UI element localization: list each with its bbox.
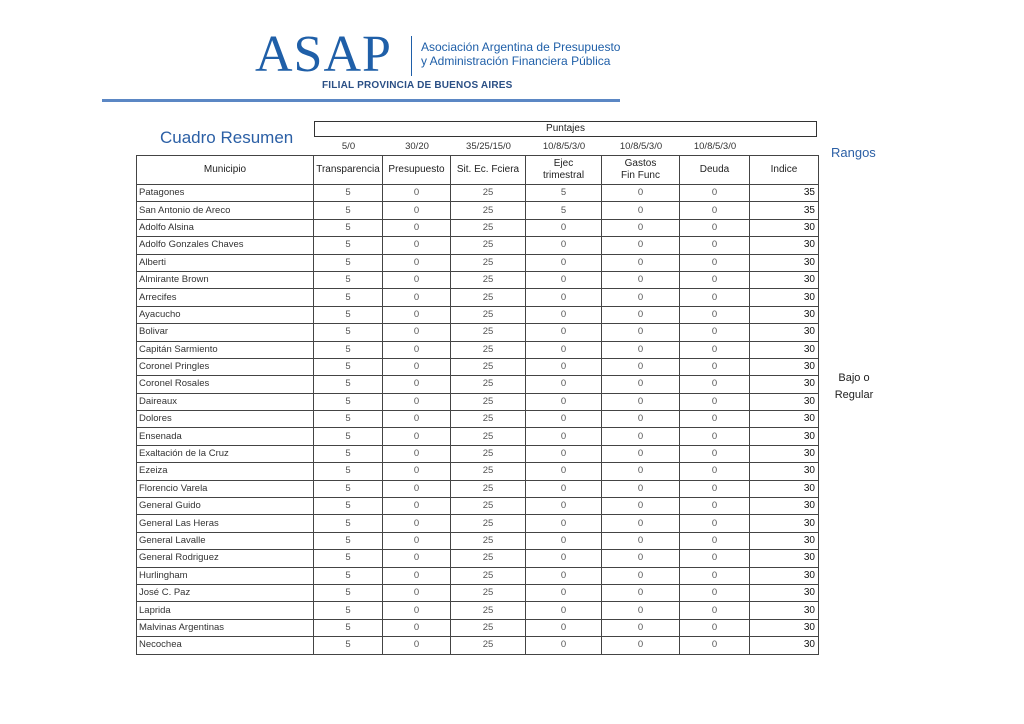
cell-deuda: 0 — [680, 619, 750, 636]
cell-transparencia: 5 — [314, 289, 383, 306]
cell-gastos: 0 — [602, 515, 680, 532]
cell-deuda: 0 — [680, 271, 750, 288]
cell-gastos: 0 — [602, 237, 680, 254]
cell-deuda: 0 — [680, 376, 750, 393]
cell-transparencia: 5 — [314, 498, 383, 515]
range-bucket-line2: Regular — [834, 389, 874, 401]
organization-name-line2: y Administración Financiera Pública — [421, 54, 611, 68]
cell-deuda: 0 — [680, 202, 750, 219]
cell-indice: 30 — [750, 324, 819, 341]
cell-indice: 30 — [750, 237, 819, 254]
cell-deuda: 0 — [680, 515, 750, 532]
cell-gastos: 0 — [602, 219, 680, 236]
table-row — [137, 637, 819, 654]
cell-ejec: 0 — [526, 237, 602, 254]
cell-municipio: Adolfo Gonzales Chaves — [137, 237, 314, 254]
cell-transparencia: 5 — [314, 393, 383, 410]
cell-indice: 30 — [750, 271, 819, 288]
cell-ejec: 0 — [526, 254, 602, 271]
cell-indice: 30 — [750, 584, 819, 601]
cell-presupuesto: 0 — [383, 254, 451, 271]
cell-municipio: Hurlingham — [137, 567, 314, 584]
cell-transparencia: 5 — [314, 358, 383, 375]
cell-deuda: 0 — [680, 237, 750, 254]
score-weights-row — [314, 140, 817, 154]
cell-deuda: 0 — [680, 289, 750, 306]
cell-sit-ec: 25 — [451, 515, 526, 532]
cell-municipio: Almirante Brown — [137, 271, 314, 288]
cell-ejec: 0 — [526, 341, 602, 358]
page-title: Cuadro Resumen — [160, 128, 294, 147]
cell-ejec: 0 — [526, 550, 602, 567]
cell-deuda: 0 — [680, 393, 750, 410]
cell-transparencia: 5 — [314, 324, 383, 341]
cell-deuda: 0 — [680, 463, 750, 480]
cell-indice: 30 — [750, 619, 819, 636]
cell-indice: 30 — [750, 463, 819, 480]
cell-ejec: 0 — [526, 411, 602, 428]
cell-gastos: 0 — [602, 602, 680, 619]
cell-gastos: 0 — [602, 306, 680, 323]
cell-deuda: 0 — [680, 428, 750, 445]
cell-sit-ec: 25 — [451, 619, 526, 636]
cell-deuda: 0 — [680, 480, 750, 497]
table-row — [137, 515, 819, 532]
cell-gastos: 0 — [602, 584, 680, 601]
cell-presupuesto: 0 — [383, 463, 451, 480]
cell-transparencia: 5 — [314, 637, 383, 654]
cell-municipio: San Antonio de Areco — [137, 202, 314, 219]
cell-sit-ec: 25 — [451, 271, 526, 288]
cell-gastos: 0 — [602, 376, 680, 393]
cell-municipio: Arrecifes — [137, 289, 314, 306]
table-header-row — [137, 156, 819, 185]
cell-presupuesto: 0 — [383, 202, 451, 219]
cell-municipio: Alberti — [137, 254, 314, 271]
cell-municipio: Adolfo Alsina — [137, 219, 314, 236]
cell-ejec: 0 — [526, 445, 602, 462]
table-row — [137, 358, 819, 375]
cell-indice: 30 — [750, 532, 819, 549]
cell-municipio: General Lavalle — [137, 532, 314, 549]
cell-indice: 30 — [750, 428, 819, 445]
cell-ejec: 0 — [526, 532, 602, 549]
logo-divider — [411, 36, 412, 76]
filial-label: FILIAL PROVINCIA DE BUENOS AIRES — [322, 80, 513, 91]
column-header-ejec — [526, 156, 602, 185]
cell-presupuesto: 0 — [383, 237, 451, 254]
cell-ejec: 0 — [526, 428, 602, 445]
cell-sit-ec: 25 — [451, 602, 526, 619]
cell-deuda: 0 — [680, 498, 750, 515]
cell-municipio: Ezeiza — [137, 463, 314, 480]
cell-ejec: 0 — [526, 271, 602, 288]
cell-municipio: General Rodriguez — [137, 550, 314, 567]
cell-sit-ec: 25 — [451, 480, 526, 497]
cell-sit-ec: 25 — [451, 411, 526, 428]
column-header-gastos-line2: Fin Func — [621, 170, 660, 181]
table-row — [137, 445, 819, 462]
cell-indice: 30 — [750, 411, 819, 428]
cell-sit-ec: 25 — [451, 202, 526, 219]
weight-deuda: 10/8/5/3/0 — [693, 141, 737, 152]
table-row — [137, 567, 819, 584]
cell-presupuesto: 0 — [383, 445, 451, 462]
cell-ejec: 0 — [526, 567, 602, 584]
table-row — [137, 219, 819, 236]
cell-presupuesto: 0 — [383, 289, 451, 306]
cell-gastos: 0 — [602, 271, 680, 288]
cell-sit-ec: 25 — [451, 550, 526, 567]
cell-indice: 30 — [750, 515, 819, 532]
cell-municipio: General Las Heras — [137, 515, 314, 532]
cell-municipio: Ensenada — [137, 428, 314, 445]
cell-municipio: Laprida — [137, 602, 314, 619]
cell-ejec: 0 — [526, 480, 602, 497]
cell-presupuesto: 0 — [383, 498, 451, 515]
cell-presupuesto: 0 — [383, 637, 451, 654]
cell-indice: 30 — [750, 567, 819, 584]
cell-deuda: 0 — [680, 445, 750, 462]
cell-transparencia: 5 — [314, 480, 383, 497]
cell-indice: 30 — [750, 341, 819, 358]
column-header-gastos — [602, 156, 680, 185]
cell-sit-ec: 25 — [451, 584, 526, 601]
cell-deuda: 0 — [680, 411, 750, 428]
weight-gastos: 10/8/5/3/0 — [619, 141, 663, 152]
cell-sit-ec: 25 — [451, 289, 526, 306]
cell-indice: 35 — [750, 185, 819, 202]
weight-presupuesto: 30/20 — [405, 141, 429, 152]
cell-gastos: 0 — [602, 480, 680, 497]
cell-gastos: 0 — [602, 445, 680, 462]
cell-indice: 30 — [750, 445, 819, 462]
cell-transparencia: 5 — [314, 376, 383, 393]
table-row — [137, 393, 819, 410]
cell-transparencia: 5 — [314, 532, 383, 549]
table-row — [137, 341, 819, 358]
cell-ejec: 5 — [526, 185, 602, 202]
cell-sit-ec: 25 — [451, 393, 526, 410]
cell-presupuesto: 0 — [383, 219, 451, 236]
cell-ejec: 0 — [526, 376, 602, 393]
cell-ejec: 0 — [526, 463, 602, 480]
cell-indice: 30 — [750, 219, 819, 236]
cell-gastos: 0 — [602, 393, 680, 410]
cell-transparencia: 5 — [314, 202, 383, 219]
cell-presupuesto: 0 — [383, 341, 451, 358]
cell-transparencia: 5 — [314, 463, 383, 480]
cell-sit-ec: 25 — [451, 185, 526, 202]
cell-municipio: General Guido — [137, 498, 314, 515]
cell-indice: 30 — [750, 498, 819, 515]
cell-sit-ec: 25 — [451, 428, 526, 445]
column-header-indice: Indice — [750, 156, 819, 185]
cell-presupuesto: 0 — [383, 480, 451, 497]
cell-sit-ec: 25 — [451, 567, 526, 584]
cell-transparencia: 5 — [314, 254, 383, 271]
cell-sit-ec: 25 — [451, 306, 526, 323]
table-row — [137, 306, 819, 323]
table-row — [137, 376, 819, 393]
cell-deuda: 0 — [680, 254, 750, 271]
table-row — [137, 550, 819, 567]
cell-ejec: 0 — [526, 289, 602, 306]
cell-ejec: 0 — [526, 219, 602, 236]
cell-gastos: 0 — [602, 324, 680, 341]
cell-transparencia: 5 — [314, 428, 383, 445]
cell-municipio: Exaltación de la Cruz — [137, 445, 314, 462]
table-body — [137, 185, 819, 655]
cell-deuda: 0 — [680, 532, 750, 549]
cell-sit-ec: 25 — [451, 324, 526, 341]
cell-transparencia: 5 — [314, 619, 383, 636]
cell-presupuesto: 0 — [383, 550, 451, 567]
cell-gastos: 0 — [602, 289, 680, 306]
cell-ejec: 0 — [526, 306, 602, 323]
cell-gastos: 0 — [602, 202, 680, 219]
logo-wordmark: ASAP — [255, 26, 392, 83]
cell-sit-ec: 25 — [451, 358, 526, 375]
table-row — [137, 619, 819, 636]
weight-ejec: 10/8/5/3/0 — [542, 141, 586, 152]
column-header-ejec-line1: Ejec — [553, 158, 574, 169]
cell-indice: 30 — [750, 306, 819, 323]
cell-deuda: 0 — [680, 637, 750, 654]
cell-indice: 30 — [750, 393, 819, 410]
cell-gastos: 0 — [602, 254, 680, 271]
cell-transparencia: 5 — [314, 341, 383, 358]
cell-presupuesto: 0 — [383, 411, 451, 428]
cell-deuda: 0 — [680, 602, 750, 619]
cell-sit-ec: 25 — [451, 532, 526, 549]
column-header-gastos-line1: Gastos — [624, 158, 657, 169]
cell-ejec: 0 — [526, 324, 602, 341]
cell-presupuesto: 0 — [383, 602, 451, 619]
cell-gastos: 0 — [602, 428, 680, 445]
table-row — [137, 237, 819, 254]
ranges-heading: Rangos — [831, 145, 876, 160]
summary-table — [136, 155, 819, 655]
cell-transparencia: 5 — [314, 602, 383, 619]
cell-gastos: 0 — [602, 532, 680, 549]
cell-deuda: 0 — [680, 324, 750, 341]
weight-sit-ec: 35/25/15/0 — [466, 141, 511, 152]
cell-indice: 30 — [750, 550, 819, 567]
range-bucket-line1: Bajo o — [838, 372, 870, 384]
cell-ejec: 0 — [526, 358, 602, 375]
cell-municipio: Daireaux — [137, 393, 314, 410]
cell-sit-ec: 25 — [451, 219, 526, 236]
cell-transparencia: 5 — [314, 567, 383, 584]
cell-ejec: 0 — [526, 602, 602, 619]
cell-deuda: 0 — [680, 550, 750, 567]
cell-sit-ec: 25 — [451, 637, 526, 654]
table-row — [137, 185, 819, 202]
cell-transparencia: 5 — [314, 445, 383, 462]
cell-presupuesto: 0 — [383, 619, 451, 636]
column-header-deuda: Deuda — [680, 156, 750, 185]
cell-municipio: Dolores — [137, 411, 314, 428]
table-row — [137, 532, 819, 549]
cell-presupuesto: 0 — [383, 584, 451, 601]
cell-sit-ec: 25 — [451, 498, 526, 515]
cell-transparencia: 5 — [314, 237, 383, 254]
column-header-presupuesto: Presupuesto — [383, 156, 451, 185]
cell-gastos: 0 — [602, 341, 680, 358]
cell-presupuesto: 0 — [383, 428, 451, 445]
column-header-municipio: Municipio — [137, 156, 314, 185]
cell-gastos: 0 — [602, 550, 680, 567]
column-header-sit-ec: Sit. Ec. Fciera — [451, 156, 526, 185]
cell-presupuesto: 0 — [383, 567, 451, 584]
table-row — [137, 498, 819, 515]
table-row — [137, 584, 819, 601]
cell-ejec: 0 — [526, 498, 602, 515]
cell-indice: 35 — [750, 202, 819, 219]
cell-presupuesto: 0 — [383, 271, 451, 288]
organization-name-line1: Asociación Argentina de Presupuesto — [421, 40, 621, 54]
cell-presupuesto: 0 — [383, 376, 451, 393]
table-row — [137, 602, 819, 619]
cell-deuda: 0 — [680, 584, 750, 601]
cell-ejec: 5 — [526, 202, 602, 219]
cell-presupuesto: 0 — [383, 358, 451, 375]
cell-gastos: 0 — [602, 498, 680, 515]
cell-indice: 30 — [750, 637, 819, 654]
cell-indice: 30 — [750, 289, 819, 306]
cell-transparencia: 5 — [314, 185, 383, 202]
cell-municipio: Coronel Pringles — [137, 358, 314, 375]
cell-indice: 30 — [750, 254, 819, 271]
range-bucket-label — [832, 370, 876, 404]
cell-municipio: Malvinas Argentinas — [137, 619, 314, 636]
cell-gastos: 0 — [602, 619, 680, 636]
cell-ejec: 0 — [526, 515, 602, 532]
table-row — [137, 463, 819, 480]
cell-presupuesto: 0 — [383, 515, 451, 532]
cell-municipio: Florencio Varela — [137, 480, 314, 497]
cell-gastos: 0 — [602, 185, 680, 202]
cell-presupuesto: 0 — [383, 324, 451, 341]
column-header-transparencia: Transparencia — [314, 156, 383, 185]
table-row — [137, 202, 819, 219]
cell-ejec: 0 — [526, 584, 602, 601]
cell-municipio: Coronel Rosales — [137, 376, 314, 393]
cell-municipio: José C. Paz — [137, 584, 314, 601]
cell-ejec: 0 — [526, 637, 602, 654]
cell-deuda: 0 — [680, 185, 750, 202]
table-row — [137, 289, 819, 306]
cell-transparencia: 5 — [314, 219, 383, 236]
cell-ejec: 0 — [526, 393, 602, 410]
cell-transparencia: 5 — [314, 271, 383, 288]
cell-sit-ec: 25 — [451, 445, 526, 462]
table-row — [137, 271, 819, 288]
cell-presupuesto: 0 — [383, 306, 451, 323]
table-row — [137, 254, 819, 271]
cell-indice: 30 — [750, 358, 819, 375]
scores-group-header: Puntajes — [314, 121, 817, 137]
column-header-ejec-line2: trimestral — [542, 170, 585, 181]
table-row — [137, 428, 819, 445]
cell-deuda: 0 — [680, 567, 750, 584]
cell-presupuesto: 0 — [383, 393, 451, 410]
cell-municipio: Bolivar — [137, 324, 314, 341]
cell-gastos: 0 — [602, 463, 680, 480]
cell-gastos: 0 — [602, 637, 680, 654]
cell-municipio: Necochea — [137, 637, 314, 654]
cell-transparencia: 5 — [314, 584, 383, 601]
cell-sit-ec: 25 — [451, 376, 526, 393]
weight-indice — [750, 140, 817, 154]
cell-deuda: 0 — [680, 219, 750, 236]
cell-presupuesto: 0 — [383, 532, 451, 549]
cell-presupuesto: 0 — [383, 185, 451, 202]
cell-transparencia: 5 — [314, 550, 383, 567]
header-divider — [102, 99, 620, 102]
cell-deuda: 0 — [680, 358, 750, 375]
cell-gastos: 0 — [602, 358, 680, 375]
cell-transparencia: 5 — [314, 515, 383, 532]
cell-indice: 30 — [750, 480, 819, 497]
cell-gastos: 0 — [602, 411, 680, 428]
cell-sit-ec: 25 — [451, 341, 526, 358]
weight-transparencia: 5/0 — [341, 141, 356, 152]
cell-sit-ec: 25 — [451, 463, 526, 480]
cell-transparencia: 5 — [314, 306, 383, 323]
cell-municipio: Capitán Sarmiento — [137, 341, 314, 358]
table-row — [137, 480, 819, 497]
cell-sit-ec: 25 — [451, 237, 526, 254]
cell-indice: 30 — [750, 602, 819, 619]
table-row — [137, 411, 819, 428]
cell-transparencia: 5 — [314, 411, 383, 428]
cell-deuda: 0 — [680, 341, 750, 358]
cell-ejec: 0 — [526, 619, 602, 636]
organization-name — [421, 40, 620, 68]
cell-gastos: 0 — [602, 567, 680, 584]
cell-indice: 30 — [750, 376, 819, 393]
table-row — [137, 324, 819, 341]
cell-deuda: 0 — [680, 306, 750, 323]
cell-sit-ec: 25 — [451, 254, 526, 271]
cell-municipio: Patagones — [137, 185, 314, 202]
cell-municipio: Ayacucho — [137, 306, 314, 323]
